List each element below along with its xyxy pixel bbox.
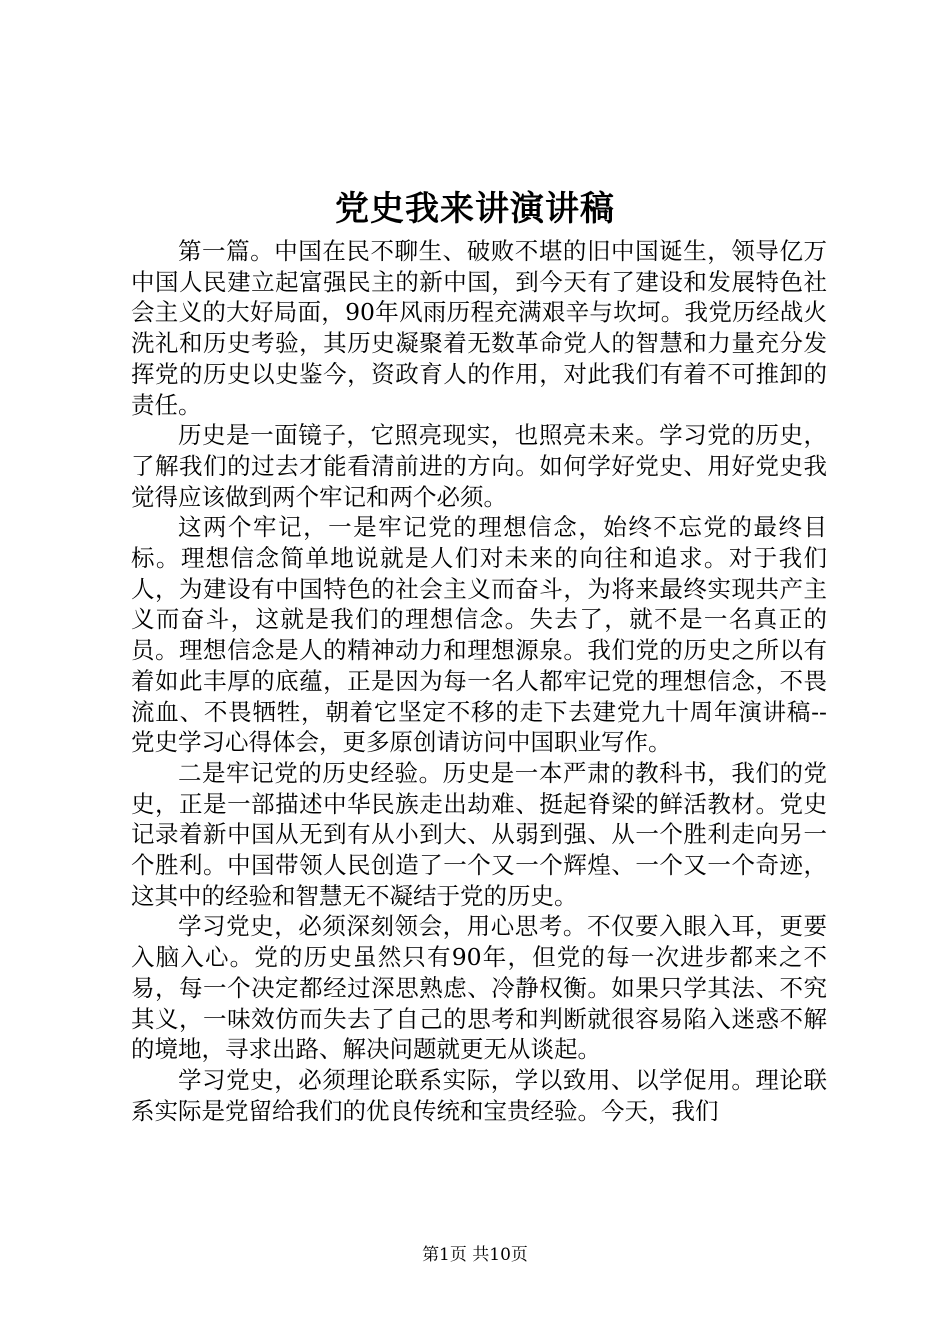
page-footer: 第1页 共10页 — [422, 1245, 528, 1265]
paragraph-3: 这两个牢记，一是牢记党的理想信念，始终不忘党的最终目标。理想信念简单地说就是人们对未来的向往和追求。对于我们人，为建设有中国特色的社会主义而奋斗，为将来最终实现共产主义而奋斗，这就是我们的理想信念。失去了，就不是一名真正的员。理想信念是人的精神动力和理想源泉。我们党的历史之所以有着如此丰厚的底蕴，正是因为每一名人都牢记党的理想信念，不畏流血、不畏牺牲，朝着它坚定不移的走下去建党九十周年演讲稿--党史学习心得体会，更多原创请访问中国职业写作。 — [131, 513, 827, 757]
paragraph-6: 学习党史，必须理论联系实际，学以致用、以学促用。理论联系实际是党留给我们的优良传统和宝贵经验。今天，我们 — [131, 1065, 827, 1125]
paragraph-1: 第一篇。中国在民不聊生、破败不堪的旧中国诞生，领导亿万中国人民建立起富强民主的新中国，到今天有了建设和发展特色社会主义的大好局面，90年风雨历程充满艰辛与坎坷。我党历经战火洗礼和历史考验，其历史凝聚着无数革命党人的智慧和力量充分发挥党的历史以史鉴今，资政育人的作用，对此我们有着不可推卸的责任。 — [131, 237, 827, 419]
paragraph-4: 二是牢记党的历史经验。历史是一本严肃的教科书，我们的党史，正是一部描述中华民族走出劫难、挺起脊梁的鲜活教材。党史记录着新中国从无到有从小到大、从弱到强、从一个胜利走向另一个胜利。中国带领人民创造了一个又一个辉煌、一个又一个奇迹，这其中的经验和智慧无不凝结于党的历史。 — [131, 758, 827, 910]
paragraph-5: 学习党史，必须深刻领会，用心思考。不仅要入眼入耳，更要入脑入心。党的历史虽然只有90年，但党的每一次进步都来之不易，每一个决定都经过深思熟虑、冷静权衡。如果只学其法、不究其义，一味效仿而失去了自己的思考和判断就很容易陷入迷惑不解的境地，寻求出路、解决问题就更无从谈起。 — [131, 912, 827, 1064]
paragraph-2: 历史是一面镜子，它照亮现实，也照亮未来。学习党的历史，了解我们的过去才能看清前进的方向。如何学好党史、用好党史我觉得应该做到两个牢记和两个必须。 — [131, 421, 827, 511]
document-body — [131, 236, 827, 1126]
document-title: 党史我来讲演讲稿 — [335, 189, 615, 229]
